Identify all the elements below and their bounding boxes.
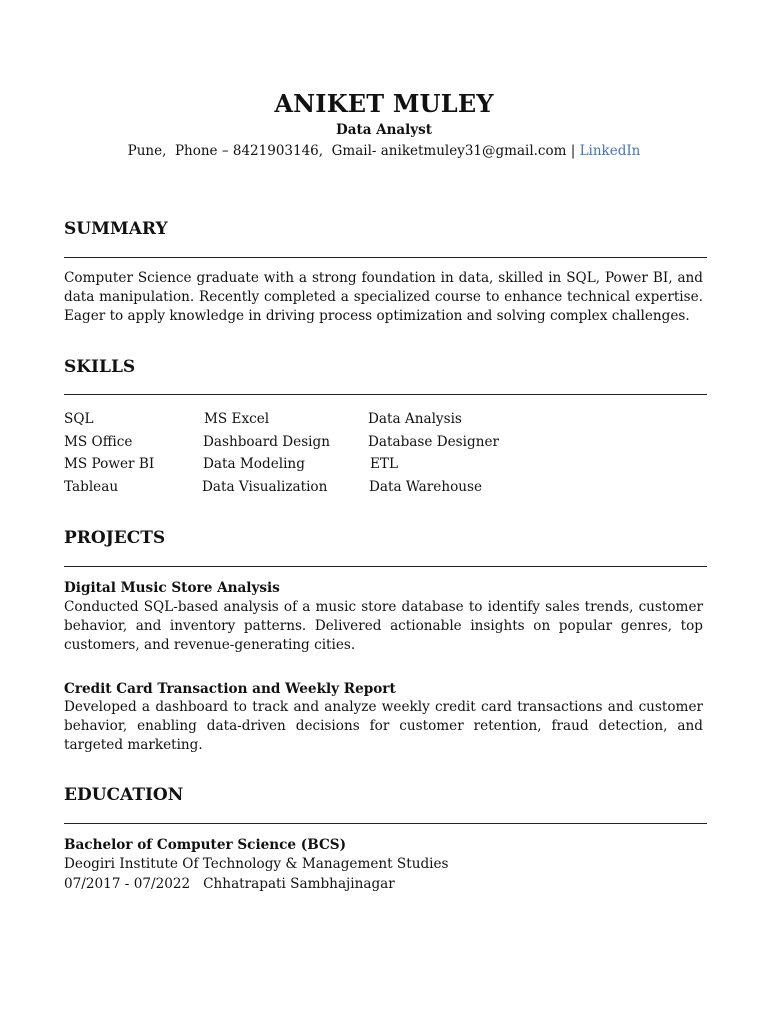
contact-line	[0, 143, 768, 159]
skill-item: Data Warehouse	[369, 479, 483, 495]
skills-heading: SKILLS	[64, 357, 136, 377]
project-title: Digital Music Store Analysis	[64, 580, 280, 596]
linkedin-link[interactable]: LinkedIn	[579, 143, 641, 159]
candidate-name: ANIKET MULEY	[274, 89, 494, 118]
contact-details: Pune, Phone – 8421903146, Gmail- aniketmuley31@gmail.com |	[127, 143, 580, 159]
education-divider	[64, 823, 707, 824]
skill-item: Data Modeling	[203, 456, 305, 472]
skill-item: Database Designer	[368, 434, 499, 450]
institute-name: Deogiri Institute Of Technology & Management Studies	[64, 856, 449, 872]
project-title: Credit Card Transaction and Weekly Report	[64, 681, 396, 697]
projects-divider	[64, 566, 707, 567]
skill-item: MS Excel	[204, 411, 270, 427]
summary-text: Computer Science graduate with a strong foundation in data, skilled in SQL, Power BI, and data manipulation. Recently completed a specialized course to enhance technical expertise. Eager to apply knowledge in driving process optimization and solving complex challenges.	[64, 270, 703, 325]
candidate-role: Data Analyst	[336, 122, 432, 138]
project-description: Developed a dashboard to track and analyze weekly credit card transactions and customer behavior, enabling data-driven decisions for customer retention, fraud detection, and targeted marketing.	[64, 699, 703, 754]
skill-item: Tableau	[64, 479, 119, 495]
degree-title: Bachelor of Computer Science (BCS)	[64, 837, 347, 853]
skill-item: Dashboard Design	[203, 434, 330, 450]
education-dates-location	[64, 876, 395, 892]
summary-divider	[64, 257, 707, 258]
education-dates: 07/2017 - 07/2022	[64, 876, 191, 892]
skill-item: MS Office	[64, 434, 133, 450]
skill-item: MS Power BI	[64, 456, 155, 472]
skill-item: Data Visualization	[202, 479, 328, 495]
project-description: Conducted SQL-based analysis of a music store database to identify sales trends, customer behavior, and inventory patterns. Delivered actionable insights on popular genres, top customers, and revenue-generating cities.	[64, 599, 703, 654]
projects-heading: PROJECTS	[64, 528, 166, 548]
education-heading: EDUCATION	[64, 785, 184, 805]
skills-divider	[64, 394, 707, 395]
summary-heading: SUMMARY	[64, 219, 168, 239]
education-location: Chhatrapati Sambhajinagar	[203, 876, 395, 892]
skill-item: ETL	[370, 456, 399, 472]
skill-item: SQL	[64, 411, 94, 427]
skill-item: Data Analysis	[368, 411, 462, 427]
